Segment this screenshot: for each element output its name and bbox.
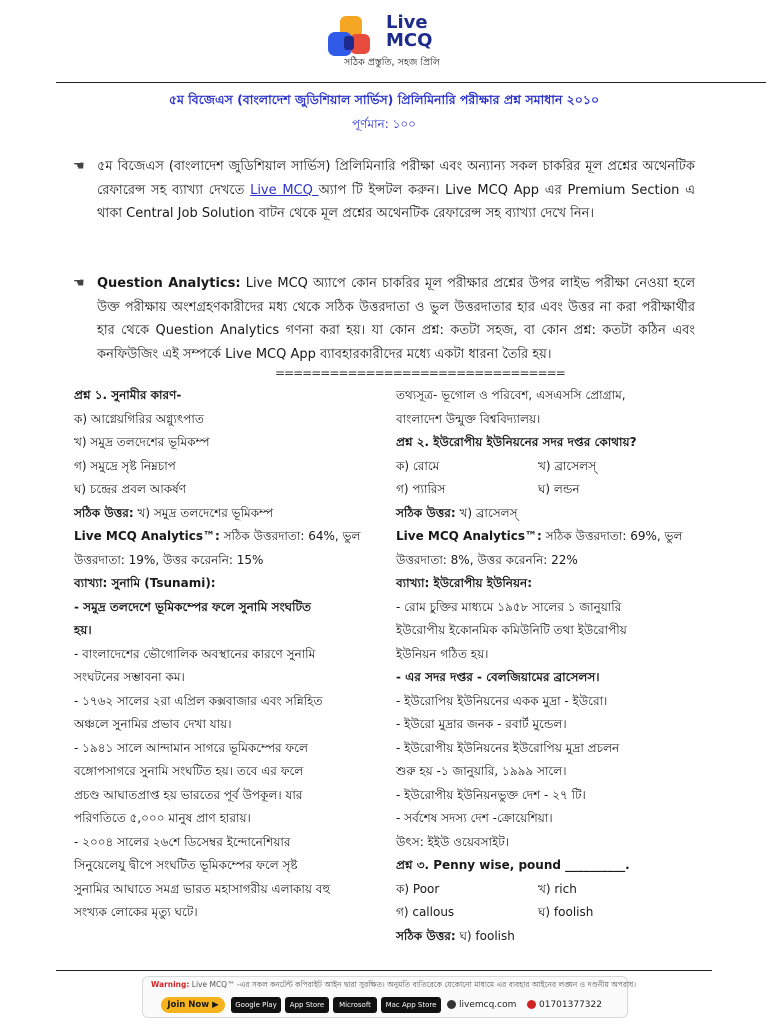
answer-label: সঠিক উত্তর: (396, 928, 456, 943)
phone-number[interactable] (527, 997, 602, 1013)
q1-explanation-line: প্রচণ্ড আঘাতপ্রাপ্ত হয় ভারতের পূর্ব উপকূল। যার (74, 787, 303, 802)
q1-explanation-line: পরিণতিতে ৫,০০০ মানুষ প্রাণ হারায়। (74, 811, 251, 825)
analytics-label: Live MCQ Analytics™: (396, 529, 542, 543)
q1-explanation-line: হয়। (74, 623, 92, 637)
q2-explanation-line: উৎস: ইইউ ওয়েবসাইট। (396, 834, 510, 849)
brand-name-line1: Live (386, 12, 428, 33)
q1-explanation-line: - ১৭৬২ সালের ২রা এপ্রিল কক্সবাজার এবং সন্নিহিত (74, 693, 323, 708)
q1-option: খ) সমুদ্র তলদেশের ভূমিকম্প (74, 435, 210, 449)
q3-option: ক) Poor (396, 881, 440, 896)
analytics-value: সঠিক উত্তরদাতা: 69%, ভুল (541, 529, 683, 543)
left-column (74, 384, 374, 925)
intro-paragraph-app (97, 155, 695, 226)
q3-option-row (396, 878, 696, 902)
document-title: ৫ম বিজেএস (বাংলাদেশ জুডিশিয়াল সার্ভিস) প্রিলিমিনারি পরীক্ষার প্রশ্ন সমাধান ২০১০ (168, 92, 600, 107)
microsoft-store-badge[interactable]: Microsoft (333, 997, 377, 1013)
q2-explanation-line: - ইউরোপীয় ইউনিয়নভুক্ত দেশ - ২৭ টি। (396, 787, 586, 802)
q1-explanation-line: অঞ্চলে সুনামির প্রভাব দেখা যায়। (74, 717, 232, 731)
q1-analytics-cont: উত্তরদাতা: 19%, উত্তর করেননি: 15% (74, 552, 264, 567)
q1-explanation (74, 596, 374, 925)
warning-label: Warning: (151, 980, 190, 989)
q1-explanation-line: সুনামির আঘাতে সমগ্র ভারত মহাসাগরীয় এলাকায় বহু (74, 881, 331, 896)
section-divider: ================================ (275, 366, 565, 380)
q2-correct-answer (396, 502, 696, 526)
q1-explanation-line: - ১৯৪১ সালে আন্দামান সাগরে ভূমিকম্পের ফলে (74, 740, 308, 755)
brand-logo (326, 12, 456, 70)
answer-text: খ) ব্রাসেলস্ (455, 505, 518, 520)
question-1-title: প্রশ্ন ১. সুনামীর কারণ- (74, 388, 182, 402)
globe-icon (447, 1000, 456, 1009)
q2-explanation (396, 596, 696, 855)
brand-name-line2: MCQ (386, 30, 433, 51)
analytics-label: Question Analytics: (97, 276, 241, 291)
intro-text-1: ৫ম বিজেএস (বাংলাদেশ জুডিশিয়াল সার্ভিস) প্রিলিমিনারি পরীক্ষা এবং অন্যান্য সকল চাকরির মূল প্রশ্নের অথেনটিক রেফারেন্স সহ ব্যাখ্যা দেখতে (97, 159, 695, 198)
analytics-value: সঠিক উত্তরদাতা: 64%, ভুল (219, 529, 361, 543)
header-divider (56, 82, 766, 83)
q3-option: খ) rich (538, 881, 577, 896)
q3-option: গ) callous (396, 905, 455, 919)
q1-explanation-line: সংঘটনের সম্ভাবনা কম। (74, 670, 185, 684)
q2-option: ক) রোমে (396, 458, 440, 473)
intro-text-2: অ্যাপ টি ইন্সটল করুন। Live MCQ App এর Premium Section এ থাকা Central Job Solution বাটন থেকে মূল প্রশ্নের অথেনটিক রেফারেন্স সহ ব্যাখ্যা দেখে নিন। (97, 182, 696, 221)
q1-explanation-line: বঙ্গোপসাগরে সুনামি সংঘটিত হয়। তবে এর ফলে (74, 764, 304, 778)
q2-explanation-line: - এর সদর দপ্তর - বেলজিয়ামের ব্রাসেলস। (396, 670, 600, 684)
copyright-warning (151, 980, 637, 992)
footer-divider (56, 970, 712, 971)
brand-tagline: সঠিক প্রস্তুতি, সহজ প্রিলি (344, 57, 440, 68)
join-now-button[interactable]: Join Now ▶ (161, 997, 225, 1013)
q2-explanation-line: - সর্বশেষ সদস্য দেশ -ক্রোয়েশিয়া। (396, 811, 553, 825)
q2-analytics (396, 525, 696, 549)
q2-option: ঘ) লন্ডন (538, 482, 580, 496)
q3-correct-answer (396, 925, 696, 949)
q1-explanation-line: - ২০০৪ সালের ২৬শে ডিসেম্বর ইন্দোনেশিয়ার (74, 834, 291, 849)
q2-explanation-line: - ইউরোপীয় ইউনিয়নের ইউরোপিয় মুদ্রা প্রচলন (396, 740, 620, 755)
q1-option: গ) সমুদ্রে সৃষ্ট নিম্নচাপ (74, 458, 176, 473)
answer-text: ঘ) foolish (455, 928, 515, 943)
q2-option-row (396, 478, 696, 502)
q2-explanation-line: ইউনিয়ন গঠিত হয়। (396, 646, 489, 661)
q1-option: ক) আগ্নেয়গিরির অগ্ন্যুৎপাত (74, 411, 204, 426)
question-3-title: প্রশ্ন ৩. Penny wise, pound __________. (396, 858, 630, 872)
brand-name (386, 14, 432, 50)
q1-source: তথ্যসূত্র- ভূগোল ও পরিবেশ, এসএসসি প্রোগ্রাম, (396, 388, 626, 402)
website-text: livemcq.com (459, 1000, 517, 1010)
q2-analytics-cont: উত্তরদাতা: 8%, উত্তর করেননি: 22% (396, 552, 578, 567)
question-2-title: প্রশ্ন ২. ইউরোপীয় ইউনিয়নের সদর দপ্তর কোথায়? (396, 435, 637, 449)
q1-explanation-line: - সমুদ্র তলদেশে ভূমিকম্পের ফলে সুনামি সংঘটিত (74, 599, 312, 614)
page-header (0, 0, 768, 84)
right-column (396, 384, 696, 948)
q2-explanation-line: - ইউরো মুদ্রার জনক - রবার্ট মুন্ডেল। (396, 717, 567, 731)
pointing-hand-icon: ☚ (73, 159, 85, 174)
analytics-label: Live MCQ Analytics™: (74, 529, 220, 543)
mac-app-store-badge[interactable]: Mac App Store (381, 997, 441, 1013)
q2-explanation-line: শুরু হয় -১ জানুয়ারি, ১৯৯৯ সালে। (396, 764, 567, 778)
answer-label: সঠিক উত্তর: (74, 505, 134, 520)
q2-explanation-line: - রোম চুক্তির মাধ্যমে ১৯৫৮ সালের ১ জানুয়ারি (396, 599, 622, 614)
q1-option: ঘ) চন্দ্রের প্রবল আকর্ষণ (74, 482, 186, 496)
q1-explanation-line: সিনুয়েলেযু দ্বীপে সংঘটিত ভূমিকম্পের ফলে সৃষ্ট (74, 858, 298, 872)
analytics-text: Live MCQ অ্যাপে কোন চাকরির মূল পরীক্ষার প্রশ্নের উপর লাইভ পরীক্ষা নেওয়া হলে উক্ত পরীক্ষায় অংশগ্রহণকারীদের মধ্য থেকে সঠিক উত্তরদাতা ও ভুল উত্তরদাতার হার এবং উত্তর না করা পরীক্ষার্থীর হার থেকে Question Analytics গণনা করা হয়। যা কোন প্রশ্ন: কতটা সহজ, বা কোন প্রশ্ন: কতটা কঠিন এবং কনফিউজিং এই সম্পর্কে Live MCQ App ব্যাবহারকারীদের মধ্যে একটা ধারনা তৈরি হয়। (97, 276, 695, 362)
q2-explanation-line: - ইউরোপিয় ইউনিয়নের একক মুদ্রা - ইউরো। (396, 693, 608, 708)
q1-correct-answer (74, 502, 374, 526)
live-mcq-link[interactable]: Live MCQ (250, 182, 319, 198)
full-marks: পূর্ণমান: ১০০ (352, 117, 416, 131)
warning-text: Live MCQ™ -এর সকল কনটেন্ট কপিরাইট আইন দ্বারা সুরক্ষিত। অনুমতি ব্যতিরেকে যেকোনো মাধ্যমে এর ব্যবহার আইনের লঙ্ঘন ও দণ্ডনীয় অপরাধ। (189, 980, 637, 989)
q2-option-row (396, 455, 696, 479)
google-play-badge[interactable]: Google Play (231, 997, 281, 1013)
q1-source-cont: বাংলাদেশ উন্মুক্ত বিশ্ববিদ্যালয়। (396, 411, 541, 426)
q1-explanation-line: সংখ্যক লোকের মৃত্যু ঘটে। (74, 905, 198, 919)
pointing-hand-icon: ☚ (73, 276, 85, 291)
q1-explanation-line: - বাংলাদেশের ভৌগোলিক অবস্থানের কারণে সুনামি (74, 646, 316, 661)
q3-option-row (396, 901, 696, 925)
q2-explanation-line: ইউরোপীয় ইকোনমিক কমিউনিটি তথা ইউরোপীয় (396, 623, 627, 637)
promo-banner (142, 976, 637, 1018)
phone-icon (527, 1000, 536, 1009)
answer-text: খ) সমুদ্র তলদেশের ভূমিকম্প (133, 505, 274, 520)
answer-label: সঠিক উত্তর: (396, 505, 456, 520)
q2-explanation-title: ব্যাখ্যা: ইউরোপীয় ইউনিয়ন: (396, 576, 532, 590)
website-link[interactable] (447, 997, 516, 1013)
q2-option: খ) ব্রাসেলস্ (538, 458, 597, 473)
phone-text: 01701377322 (539, 1000, 602, 1010)
q1-explanation-title: ব্যাখ্যা: সুনামি (Tsunami): (74, 576, 216, 590)
app-store-badge[interactable]: App Store (285, 997, 329, 1013)
intro-paragraph-analytics (97, 272, 695, 366)
q3-option: ঘ) foolish (538, 905, 594, 919)
q2-option: গ) প্যারিস (396, 482, 446, 496)
q1-analytics (74, 525, 374, 549)
